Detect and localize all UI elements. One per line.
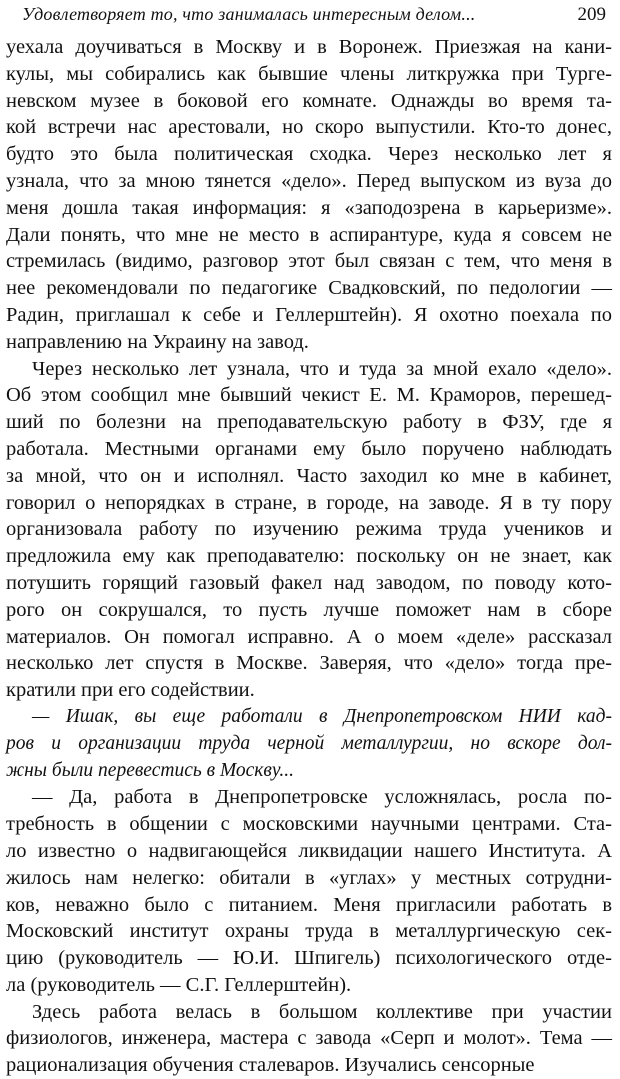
text-line: цию (руководитель — Ю.И. Шпигель) психологического отде- [6,947,612,970]
paragraph [6,704,612,784]
text-line: требность в общении с московскими научными центрами. Ста- [6,813,612,836]
text-line: материалов. Он помогал исправно. А о моем «деле» рассказал [6,625,612,648]
text-line: несколько лет спустя в Москве. Заверяя, что «дело» тогда пре- [6,652,612,675]
text-line: нее рекомендовали по педагогике Свадковский, по педологии — [6,277,612,300]
text-line: Здесь работа велась в большом коллективе при участии [32,1000,612,1023]
text-line: Московский институт охраны труда в металлургическую сек- [6,920,612,943]
text-line: ков, неважно было с питанием. Меня пригласили работать в [6,893,612,916]
text-line: будто это была политическая сходка. Через несколько лет я [6,143,612,166]
text-line: кой встречи нас арестовали, но скоро выпустили. Кто-то донес, [6,116,612,139]
text-line: потушить горящий газовый факел над заводом, по поводу кото- [6,571,612,594]
text-line: жилось нам нелегко: обитали в «углах» у местных сотрудни- [6,866,612,889]
paragraph [6,999,612,1079]
text-line: стремилась (видимо, разговор этот был связан с тем, что меня в [6,250,612,273]
paragraph [6,784,612,998]
text-line: — Ишак, вы еще работали в Днепропетровском НИИ кад- [32,705,612,727]
text-line: уехала доучиваться в Москву и в Воронеж. Приезжая на кани- [6,36,612,58]
text-line: работала. Местными органами ему было поручено наблюдать [6,437,612,460]
text-line: ший по болезни на преподавательскую работу в ФЗУ, где я [6,411,612,434]
body-text [6,34,612,1079]
text-line: рационализация обучения сталеваров. Изучались сенсорные [6,1054,535,1077]
text-line: Об этом сообщил мне бывший чекист Е. М. Краморов, перешед- [6,384,612,407]
text-line: невском музее в боковой его комнате. Однажды во время та- [6,89,612,112]
paragraph [6,34,612,356]
text-line: — Да, работа в Днепропетровске усложнялась, росла по- [32,786,612,809]
text-line: ло известно о надвигающейся ликвидации нашего Института. А [6,839,612,862]
text-line: рого он сокрушался, то пусть лучше поможет нам в сборе [6,598,612,621]
running-title: Удовлетворяет то, что занималась интересным делом... [22,4,476,24]
page-number: 209 [577,4,606,25]
text-line: ла (руководитель — С.Г. Геллерштейн). [6,973,352,996]
text-line: меня дошла такая информация: я «заподозрена в карьеризме». [6,196,612,219]
text-line: физиологов, инженера, мастера с завода «Серп и молот». Тема — [6,1027,612,1050]
text-line: кулы, мы собирались как бывшие члены литкружка при Турге- [6,62,612,85]
text-line: предложила ему как преподавателю: поскольку он не знает, как [6,545,612,568]
text-line: направлению на Украину на завод. [6,330,309,353]
text-line: кратили при его содействии. [6,679,255,702]
text-line: Радин, приглашал к себе и Геллерштейн). Я охотно поехала по [6,303,612,326]
text-line: за мной, что он и исполнял. Часто заходил ко мне в кабинет, [6,464,612,487]
text-line: жны были перевестись в Москву... [6,759,294,781]
page-header [0,2,620,32]
text-line: Через несколько лет узнала, что и туда за мной ехало «дело». [32,357,612,380]
text-line: говорил о непорядках в стране, в городе, на заводе. Я в ту пору [6,491,612,514]
text-line: узнала, что за мною тянется «дело». Перед выпуском из вуза до [6,169,612,192]
paragraph [6,356,612,704]
text-line: ров и организации труда черной металлургии, но вскоре дол- [6,732,612,754]
text-line: организовала работу по изучению режима труда учеников и [6,518,612,541]
text-line: Дали понять, что мне не место в аспирантуре, куда я совсем не [6,223,612,246]
